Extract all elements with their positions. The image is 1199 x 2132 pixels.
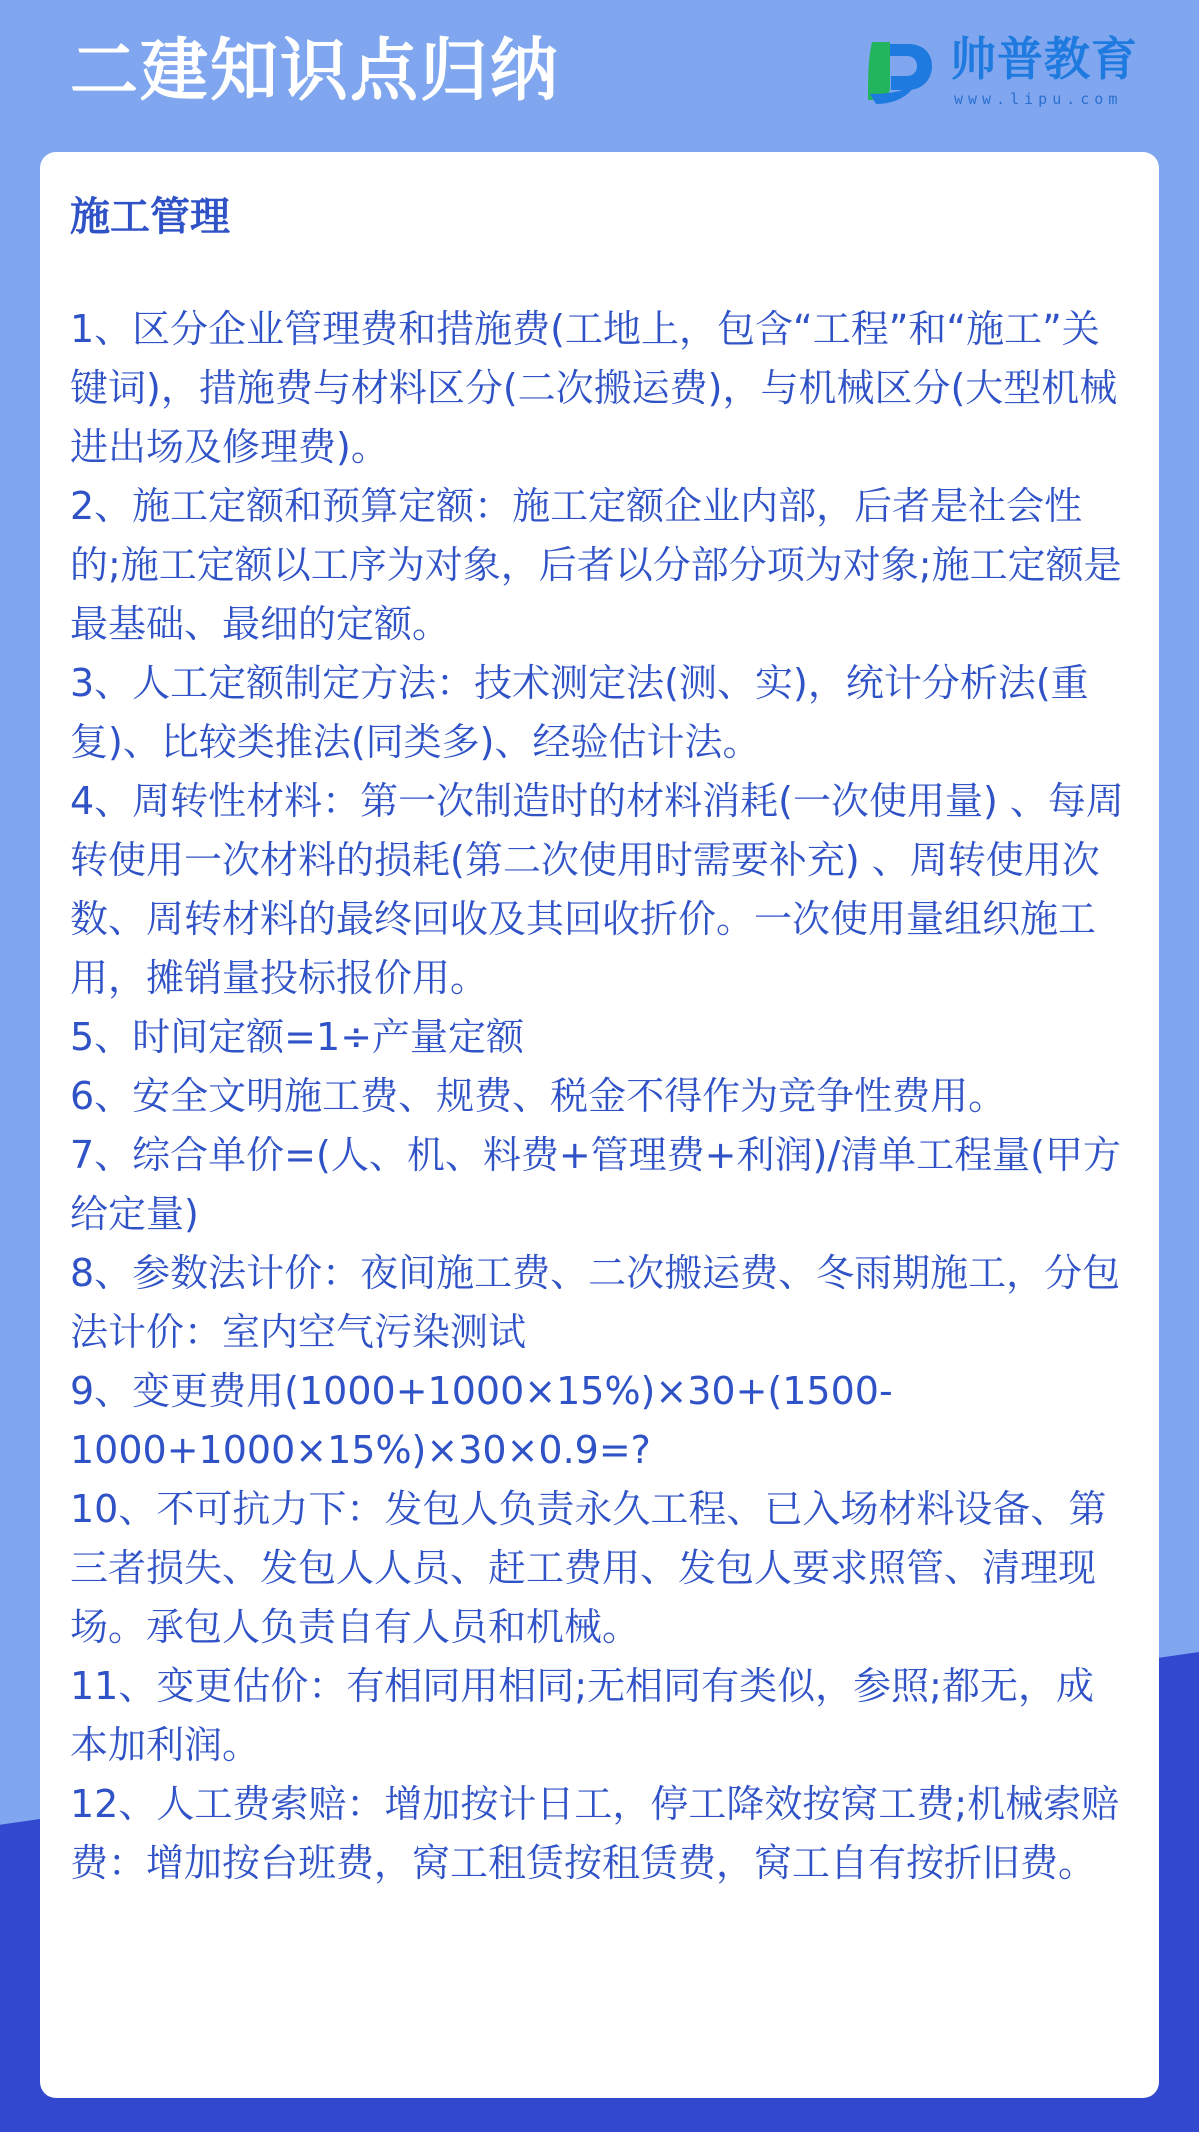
list-item: 1、区分企业管理费和措施费(工地上，包含“工程”和“施工”关键词)，措施费与材料区分(二次搬运费)，与机械区分(大型机械进出场及修理费)。 [70, 307, 1118, 469]
list-item: 3、人工定额制定方法：技术测定法(测、实)，统计分析法(重复)、比较类推法(同类多)、经验估计法。 [70, 661, 1089, 764]
list-item: 11、变更估价：有相同用相同;无相同有类似，参照;都无，成本加利润。 [70, 1664, 1094, 1767]
list-item: 6、安全文明施工费、规费、税金不得作为竞争性费用。 [70, 1074, 1007, 1118]
content-card [40, 152, 1159, 2098]
knowledge-list [70, 300, 1129, 1893]
list-item: 10、不可抗力下：发包人负责永久工程、已入场材料设备、第三者损失、发包人人员、赶工费用、发包人要求照管、清理现场。承包人负责自有人员和机械。 [70, 1487, 1107, 1649]
brand-logo [858, 30, 1158, 118]
list-item: 5、时间定额=1÷产量定额 [70, 1015, 525, 1059]
page-title: 二建知识点归纳 [70, 32, 561, 111]
list-item: 9、变更费用(1000+1000×15%)×30+(1500-1000+1000×15%)×30×0.9=? [70, 1369, 893, 1472]
header [0, 0, 1199, 150]
section-title: 施工管理 [70, 194, 230, 240]
list-item: 4、周转性材料：第一次制造时的材料消耗(一次使用量) 、每周转使用一次材料的损耗(第二次使用时需要补充) 、周转使用次数、周转材料的最终回收及其回收折价。一次使用量组织施工用，摊销量投标报价用。 [70, 779, 1124, 1000]
list-item: 8、参数法计价：夜间施工费、二次搬运费、冬雨期施工，分包法计价：室内空气污染测试 [70, 1251, 1121, 1354]
list-item: 2、施工定额和预算定额：施工定额企业内部，后者是社会性的;施工定额以工序为对象，后者以分部分项为对象;施工定额是最基础、最细的定额。 [70, 484, 1122, 646]
lipu-logo-icon [860, 34, 938, 112]
brand-url: www.lipu.com [954, 90, 1123, 108]
brand-name: 帅普教育 [950, 32, 1138, 86]
list-item: 12、人工费索赔：增加按计日工，停工降效按窝工费;机械索赔费：增加按台班费，窝工租赁按租赁费，窝工自有按折旧费。 [70, 1782, 1120, 1885]
list-item: 7、综合单价=(人、机、料费+管理费+利润)/清单工程量(甲方给定量) [70, 1133, 1121, 1236]
